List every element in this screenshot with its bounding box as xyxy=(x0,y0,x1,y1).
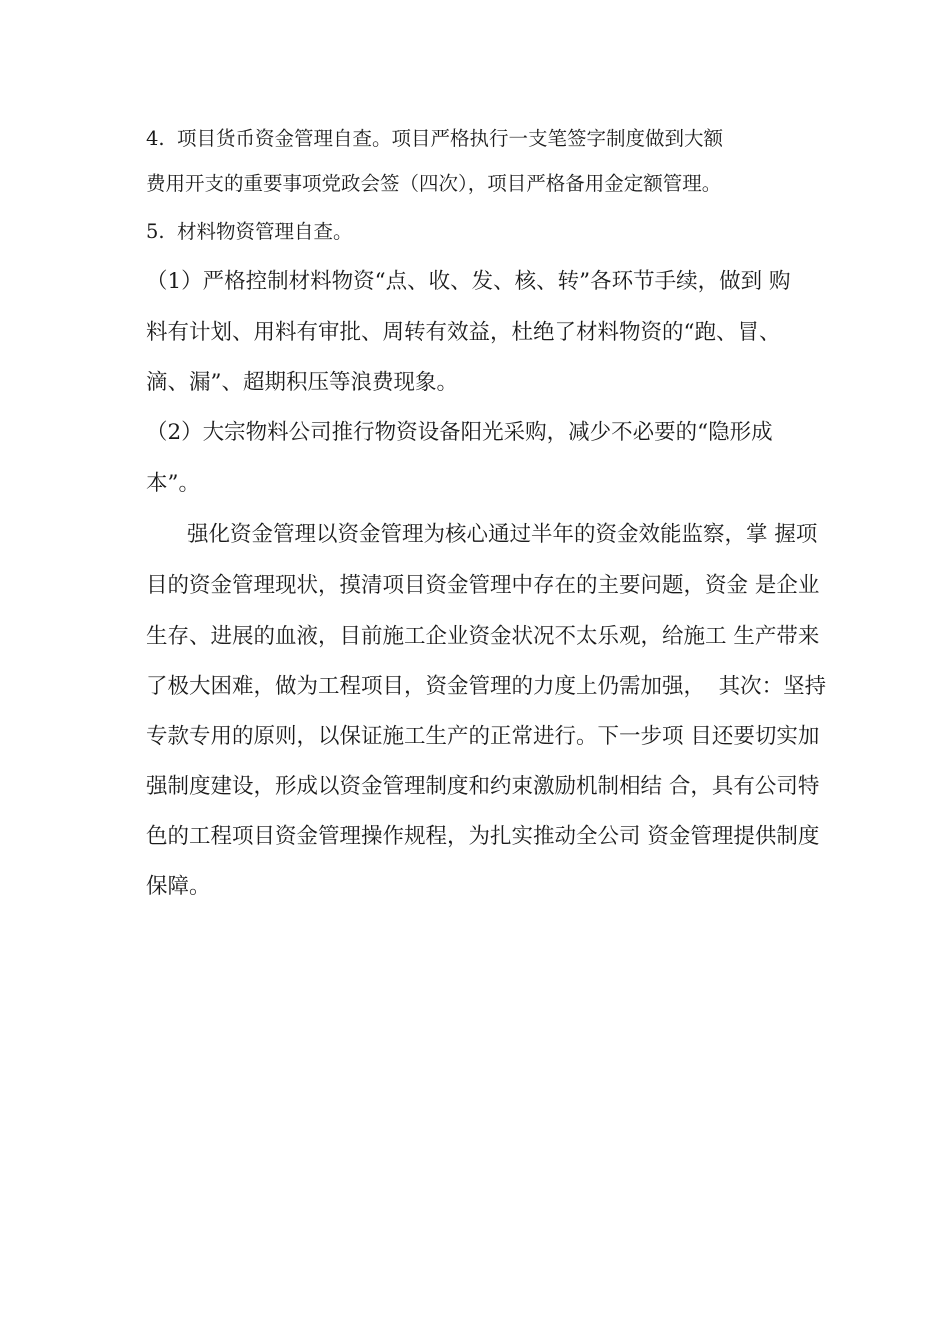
summary-line1: 强化资金管理以资金管理为核心通过半年的资金效能监察，掌 握项 xyxy=(187,522,818,547)
item2-line2: 本”。 xyxy=(146,471,200,496)
item1-line3: 滴、漏”、超期积压等浪费现象。 xyxy=(146,370,458,395)
summary-line7: 色的工程项目资金管理操作规程，为扎实推动全公司 资金管理提供制度 xyxy=(146,824,820,849)
summary-line6: 强制度建设，形成以资金管理制度和约束激励机制相结 合，具有公司特 xyxy=(146,774,820,799)
summary-line3: 生存、进展的血液，目前施工企业资金状况不太乐观，给施工 生产带来 xyxy=(146,624,820,649)
item2-line1: （2）大宗物料公司推行物资设备阳光采购，减少不必要的“隐形成 xyxy=(146,420,773,445)
summary-line8: 保障。 xyxy=(146,874,211,899)
summary-line2: 目的资金管理现状，摸清项目资金管理中存在的主要问题，资金 是企业 xyxy=(146,573,820,598)
summary-line5: 专款专用的原则，以保证施工生产的正常进行。下一步项 目还要切实加 xyxy=(146,724,820,749)
summary-line4: 了极大困难，做为工程项目，资金管理的力度上仍需加强， 其次：坚持 xyxy=(146,674,827,699)
item1-line1: （1）严格控制材料物资“点、收、发、核、转”各环节手续，做到 购 xyxy=(146,269,791,294)
section4-line1: 4. 项目货币资金管理自查。项目严格执行一支笔签字制度做到大额 xyxy=(146,127,724,150)
section4-line2: 费用开支的重要事项党政会签（四次），项目严格备用金定额管理。 xyxy=(146,172,722,195)
item1-line2: 料有计划、用料有审批、周转有效益，杜绝了材料物资的“跑、冒、 xyxy=(146,320,781,345)
section5-heading: 5. 材料物资管理自查。 xyxy=(146,220,353,243)
